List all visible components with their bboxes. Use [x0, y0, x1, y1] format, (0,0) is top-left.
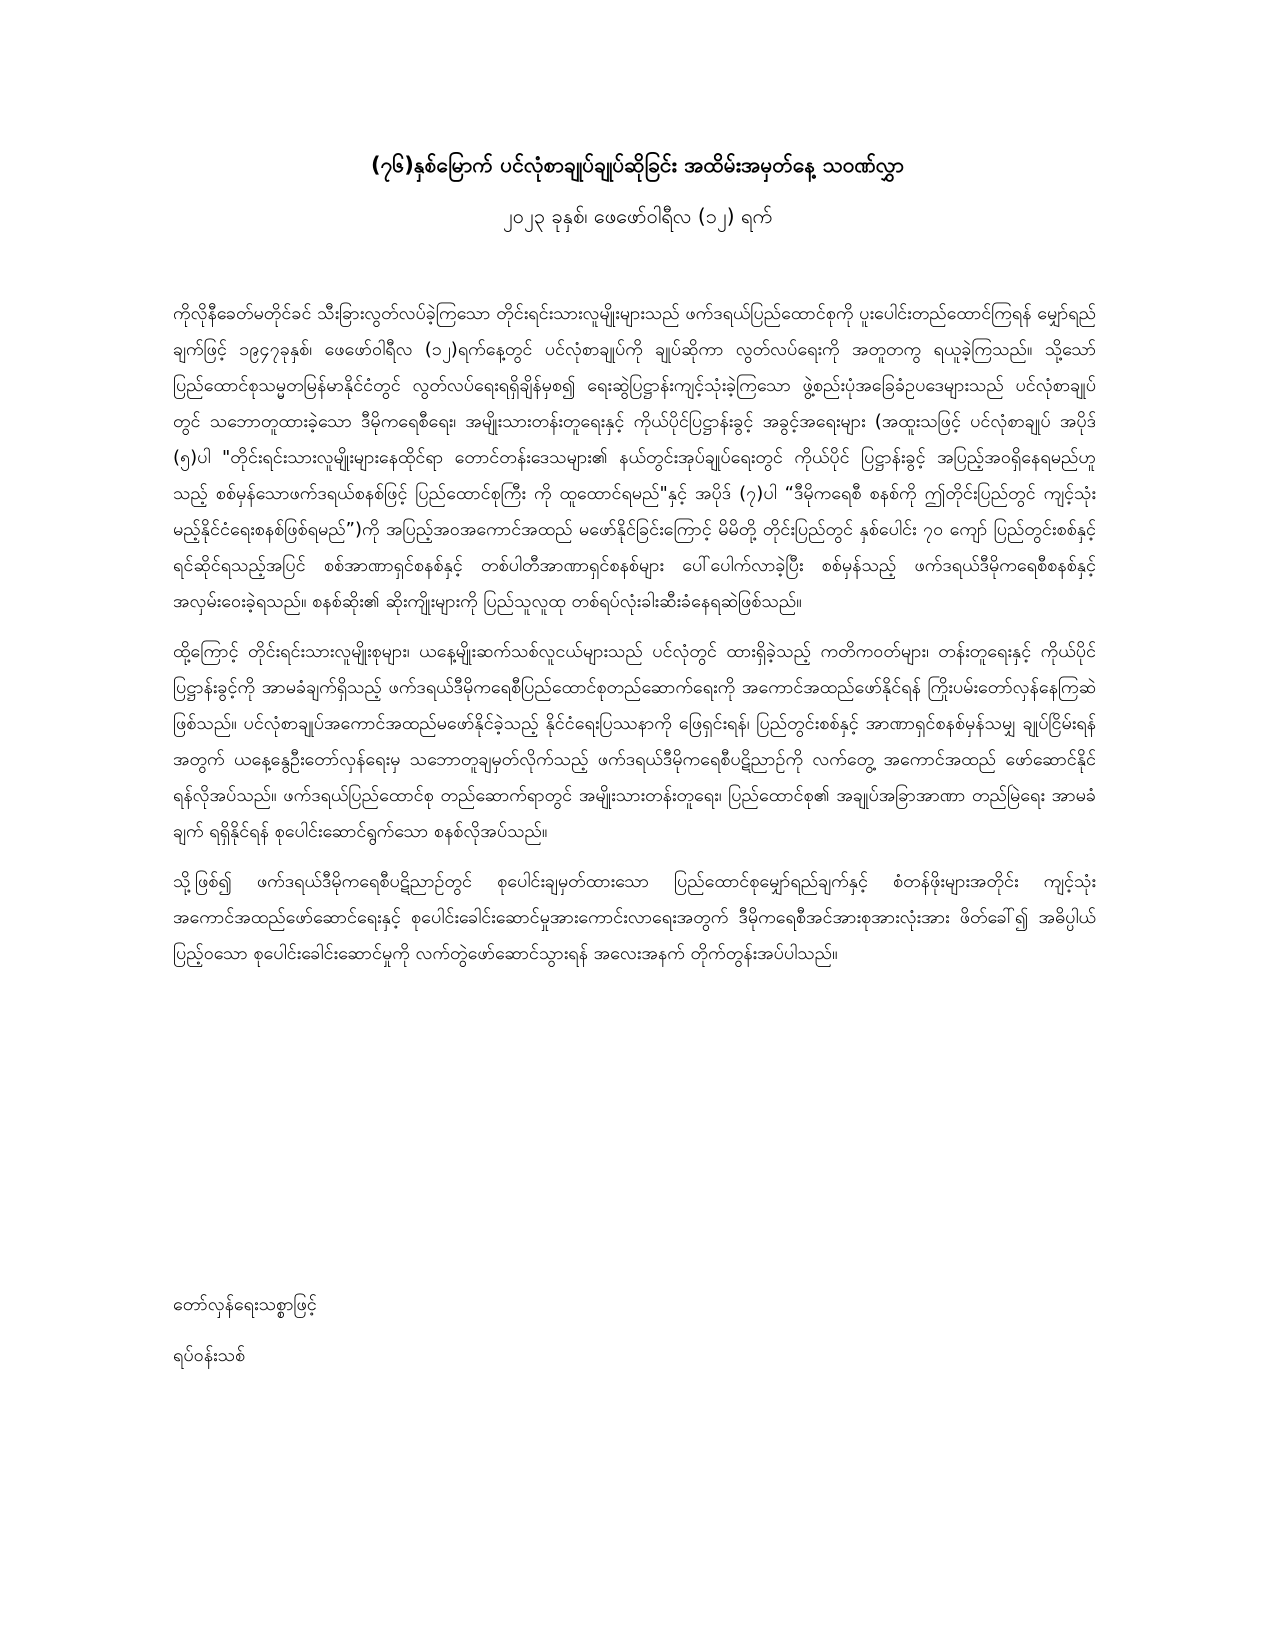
body-paragraph-2: ထို့ကြောင့် တိုင်းရင်းသားလူမျိုးစုများ၊ ယနေ့မျိုးဆက်သစ်လူငယ်များသည် ပင်လုံတွင် ထားရှိခဲ့သည့် ကတိကဝတ်များ၊ တန်းတူရေးနှင့် ကိုယ်ပိုင်ပြဋ္ဌာန်းခွင့်ကို အာမခံချက်ရှိသည့် ဖက်ဒရယ်ဒီမိုကရေစီပြည်ထောင်စုတည်ဆောက်ရေးကို အကောင်အထည်ဖော်နိုင်ရန် ကြိုးပမ်းတော်လှန်နေကြဆဲဖြစ်သည်။ ပင်လုံစာချုပ်အကောင်အထည်မဖော်နိုင်ခဲ့သည့် နိုင်ငံရေးပြဿနာကို ဖြေရှင်းရန်၊ ပြည်တွင်းစစ်နှင့် အာဏာရှင်စနစ်မှန်သမျှ ချုပ်ငြိမ်းရန်အတွက် ယနေ့နွေဦးတော်လှန်ရေးမှ သဘောတူချမှတ်လိုက်သည့် ဖက်ဒရယ်ဒီမိုကရေစီပဋိညာဉ်ကို လက်တွေ့ အကောင်အထည် ဖော်ဆောင်နိုင်ရန်လိုအပ်သည်။ ဖက်ဒရယ်ပြည်ထောင်စု တည်ဆောက်ရာတွင် အမျိုးသားတန်းတူရေး၊ ပြည်ထောင်စု၏ အချုပ်အခြာအာဏာ တည်မြဲရေး အာမခံချက် ရရှိနိုင်ရန် စုပေါင်းဆောင်ရွက်သော စနစ်လိုအပ်သည်။ — [173, 641, 1096, 842]
document-title: (၇၆)နှစ်မြောက် ပင်လုံစာချုပ်ချုပ်ဆိုခြင်း အထိမ်းအမှတ်နေ့ သဝဏ်လွှာ — [370, 153, 905, 177]
closing-block — [173, 1287, 773, 1389]
document-body — [173, 296, 1096, 986]
body-paragraph-3: သို့ဖြစ်၍ ဖက်ဒရယ်ဒီမိုကရေစီပဋိညာဉ်တွင် စုပေါင်းချမှတ်ထားသော ပြည်ထောင်စုမျှော်ရည်ချက်နှင့် စံတန်ဖိုးများအတိုင်း ကျင့်သုံးအကောင်အထည်ဖော်ဆောင်ရေးနှင့် စုပေါင်းခေါင်းဆောင်မှုအားကောင်းလာရေးအတွက် ဒီမိုကရေစီအင်အားစုအားလုံးအား ဖိတ်ခေါ်၍ အဓိပ္ပါယ်ပြည့်ဝသော စုပေါင်းခေါင်းဆောင်မှုကို လက်တွဲဖော်ဆောင်သွားရန် အလေးအနက် တိုက်တွန်းအပ်ပါသည်။ — [173, 871, 1096, 964]
closing-salutation: တော်လှန်ရေးသစ္စာဖြင့် — [173, 1294, 317, 1315]
signature: ရပ်ဝန်းသစ် — [173, 1345, 246, 1366]
document-date: ၂၀၂၃ ခုနှစ်၊ ဖေဖော်ဝါရီလ (၁၂) ရက် — [502, 204, 773, 228]
body-paragraph-1: ကိုလိုနီခေတ်မတိုင်ခင် သီးခြားလွတ်လပ်ခဲ့ကြသော တိုင်းရင်းသားလူမျိုးများသည် ဖက်ဒရယ်ပြည်ထောင်စုကို ပူးပေါင်းတည်ထောင်ကြရန် မျှော်ရည်ချက်ဖြင့် ၁၉၄၇ခုနှစ်၊ ဖေဖော်ဝါရီလ (၁၂)ရက်နေ့တွင် ပင်လုံစာချုပ်ကို ချုပ်ဆိုကာ လွတ်လပ်ရေးကို အတူတကွ ရယူခဲ့ကြသည်။ သို့သော် ပြည်ထောင်စုသမ္မတမြန်မာနိုင်ငံတွင် လွတ်လပ်ရေးရရှိချိန်မှစ၍ ရေးဆွဲပြဋ္ဌာန်းကျင့်သုံးခဲ့ကြသော ဖွဲ့စည်းပုံအခြေခံဥပဒေများသည် ပင်လုံစာချုပ်တွင် သဘောတူထားခဲ့သော ဒီမိုကရေစီရေး၊ အမျိုးသားတန်းတူရေးနှင့် ကိုယ်ပိုင်ပြဋ္ဌာန်းခွင့် အခွင့်အရေးများ (အထူးသဖြင့် ပင်လုံစာချုပ် အပိုဒ် (၅)ပါ "တိုင်းရင်းသားလူမျိုးများနေထိုင်ရာ တောင်တန်းဒေသများ၏ နယ်တွင်းအုပ်ချုပ်ရေးတွင် ကိုယ်ပိုင် ပြဋ္ဌာန်းခွင့် အပြည့်အဝရှိနေရမည်ဟူသည့် စစ်မှန်သောဖက်ဒရယ်စနစ်ဖြင့် ပြည်ထောင်စုကြီး ကို ထူထောင်ရမည်"နှင့် အပိုဒ် (၇)ပါ “ဒီမိုကရေစီ စနစ်ကို ဤတိုင်းပြည်တွင် ကျင့်သုံးမည့်နိုင်ငံရေးစနစ်ဖြစ်ရမည်”)ကို အပြည့်အဝအကောင်အထည် မဖော်နိုင်ခြင်းကြောင့် မိမိတို့ တိုင်းပြည်တွင် နှစ်ပေါင်း ၇၀ ကျော် ပြည်တွင်းစစ်နှင့် ရင်ဆိုင်ရသည့်အပြင် စစ်အာဏာရှင်စနစ်နှင့် တစ်ပါတီအာဏာရှင်စနစ်များ ပေါ်ပေါက်လာခဲ့ပြီး စစ်မှန်သည့် ဖက်ဒရယ်ဒီမိုကရေစီစနစ်နှင့် အလှမ်းဝေးခဲ့ရသည်။ စနစ်ဆိုး၏ ဆိုးကျိုးများကို ပြည်သူလူထု တစ်ရပ်လုံးခါးဆီးခံနေရဆဲဖြစ်သည်။ — [173, 303, 1096, 612]
